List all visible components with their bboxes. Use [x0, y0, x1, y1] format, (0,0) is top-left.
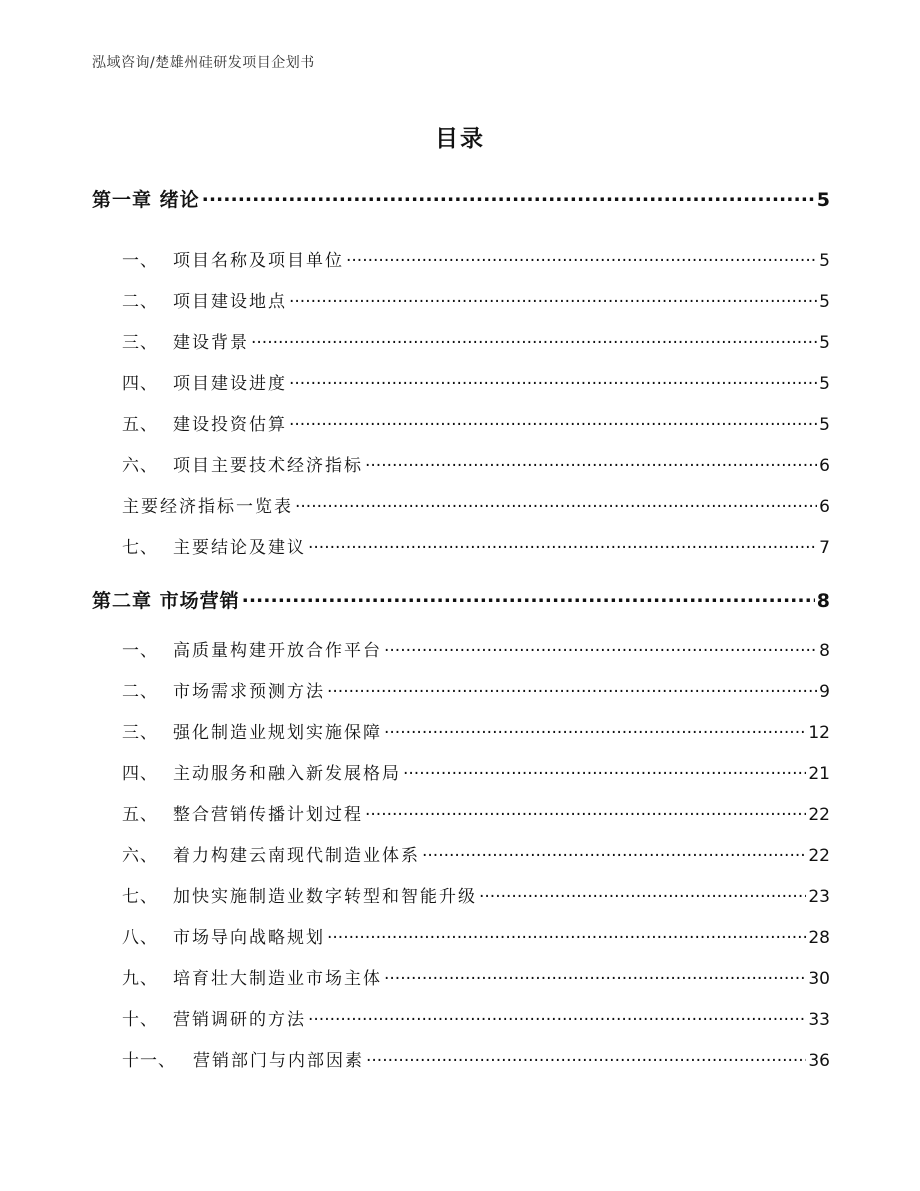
- leader-dots: [365, 454, 817, 471]
- leader-dots: [289, 413, 817, 430]
- leader-dots: [422, 844, 806, 861]
- leader-dots: [327, 926, 806, 943]
- toc-entry-page: 22: [808, 805, 830, 825]
- toc-entry-label: 主要结论及建议: [173, 538, 306, 558]
- toc-entry-page: 8: [819, 641, 830, 661]
- toc-entry-number: 六、: [122, 456, 158, 476]
- toc-entry-label: 培育壮大制造业市场主体: [173, 969, 382, 989]
- toc-entry[interactable]: [92, 1046, 830, 1071]
- table-of-contents: [92, 0, 830, 1191]
- toc-entry-label: 营销调研的方法: [173, 1010, 306, 1030]
- toc-entry-label: 第一章 绪论: [92, 189, 200, 211]
- toc-entry-number: 二、: [122, 292, 158, 312]
- toc-entry-label: 主要经济指标一览表: [122, 497, 293, 517]
- toc-entry-page: 6: [819, 456, 830, 476]
- leader-dots: [327, 680, 817, 697]
- toc-entry-number: 一、: [122, 641, 158, 661]
- toc-entry-page: 5: [819, 415, 830, 435]
- leader-dots: [403, 762, 806, 779]
- toc-entry-number: 三、: [122, 723, 158, 743]
- leader-dots: [289, 290, 817, 307]
- leader-dots: [365, 803, 806, 820]
- toc-entry-label: 项目名称及项目单位: [173, 251, 344, 271]
- leader-dots: [479, 885, 806, 902]
- toc-entry[interactable]: [92, 287, 830, 312]
- toc-entry-number: 十一、: [122, 1051, 176, 1071]
- toc-entry-page: 5: [819, 292, 830, 312]
- toc-entry-number: 八、: [122, 928, 158, 948]
- toc-entry-label: 营销部门与内部因素: [193, 1051, 364, 1071]
- toc-entry-label: 第二章 市场营销: [92, 590, 240, 612]
- toc-entry-page: 5: [819, 333, 830, 353]
- toc-entry-label: 项目建设进度: [173, 374, 287, 394]
- toc-entry[interactable]: [92, 841, 830, 866]
- toc-entry[interactable]: [92, 636, 830, 661]
- toc-entry-label: 建设背景: [173, 333, 249, 353]
- toc-entry-label: 主动服务和融入新发展格局: [173, 764, 401, 784]
- toc-entry-number: 十、: [122, 1010, 158, 1030]
- leader-dots: [295, 495, 817, 512]
- toc-entry-label: 着力构建云南现代制造业体系: [173, 846, 420, 866]
- toc-entry-page: 6: [819, 497, 830, 517]
- leader-dots: [384, 721, 806, 738]
- toc-entry[interactable]: [92, 533, 830, 558]
- toc-entry-number: 三、: [122, 333, 158, 353]
- toc-entry[interactable]: [92, 1005, 830, 1030]
- toc-entry-page: 36: [808, 1051, 830, 1071]
- toc-entry[interactable]: [92, 451, 830, 476]
- toc-entry[interactable]: [92, 800, 830, 825]
- toc-entry-label: 强化制造业规划实施保障: [173, 723, 382, 743]
- leader-dots: [384, 639, 817, 656]
- leader-dots: [366, 1049, 806, 1066]
- leader-dots: [346, 249, 817, 266]
- toc-entry-number: 五、: [122, 415, 158, 435]
- toc-entry-number: 七、: [122, 538, 158, 558]
- toc-entry-page: 7: [819, 538, 830, 558]
- toc-entry-number: 四、: [122, 374, 158, 394]
- leader-dots: [289, 372, 817, 389]
- toc-entry-page: 12: [808, 723, 830, 743]
- toc-entry[interactable]: [92, 882, 830, 907]
- toc-entry-label: 加快实施制造业数字转型和智能升级: [173, 887, 477, 907]
- toc-entry-number: 五、: [122, 805, 158, 825]
- toc-entry-number: 一、: [122, 251, 158, 271]
- toc-entry-page: 23: [808, 887, 830, 907]
- toc-entry-page: 5: [819, 374, 830, 394]
- toc-entry[interactable]: [92, 677, 830, 702]
- leader-dots: [242, 588, 815, 607]
- leader-dots: [308, 536, 817, 553]
- toc-entry-label: 建设投资估算: [173, 415, 287, 435]
- toc-entry-table[interactable]: [92, 492, 830, 517]
- leader-dots: [251, 331, 817, 348]
- toc-entry-page: 5: [816, 189, 830, 211]
- toc-entry[interactable]: [92, 718, 830, 743]
- toc-entry-chapter-1[interactable]: [92, 185, 830, 212]
- toc-entry-label: 项目建设地点: [173, 292, 287, 312]
- toc-entry-page: 5: [819, 251, 830, 271]
- toc-entry-label: 高质量构建开放合作平台: [173, 641, 382, 661]
- toc-entry-label: 整合营销传播计划过程: [173, 805, 363, 825]
- toc-entry-label: 市场需求预测方法: [173, 682, 325, 702]
- document-header: 泓域咨询/楚雄州硅研发项目企划书: [92, 55, 315, 71]
- toc-title: 目录: [435, 126, 485, 152]
- toc-entry[interactable]: [92, 328, 830, 353]
- leader-dots: [308, 1008, 806, 1025]
- toc-entry[interactable]: [92, 369, 830, 394]
- toc-entry-number: 七、: [122, 887, 158, 907]
- toc-entry[interactable]: [92, 964, 830, 989]
- leader-dots: [202, 187, 815, 206]
- toc-entry-page: 22: [808, 846, 830, 866]
- toc-entry-label: 市场导向战略规划: [173, 928, 325, 948]
- toc-entry[interactable]: [92, 923, 830, 948]
- toc-entry-page: 30: [808, 969, 830, 989]
- toc-entry[interactable]: [92, 410, 830, 435]
- toc-entry-number: 四、: [122, 764, 158, 784]
- toc-entry-number: 九、: [122, 969, 158, 989]
- toc-entry-page: 33: [808, 1010, 830, 1030]
- toc-entry[interactable]: [92, 246, 830, 271]
- toc-entry-page: 9: [819, 682, 830, 702]
- toc-entry-number: 六、: [122, 846, 158, 866]
- toc-entry-number: 二、: [122, 682, 158, 702]
- leader-dots: [384, 967, 806, 984]
- toc-entry-chapter-2[interactable]: [92, 586, 830, 613]
- toc-entry-label: 项目主要技术经济指标: [173, 456, 363, 476]
- toc-entry[interactable]: [92, 759, 830, 784]
- toc-entry-page: 28: [808, 928, 830, 948]
- toc-entry-page: 8: [816, 590, 830, 612]
- toc-entry-page: 21: [808, 764, 830, 784]
